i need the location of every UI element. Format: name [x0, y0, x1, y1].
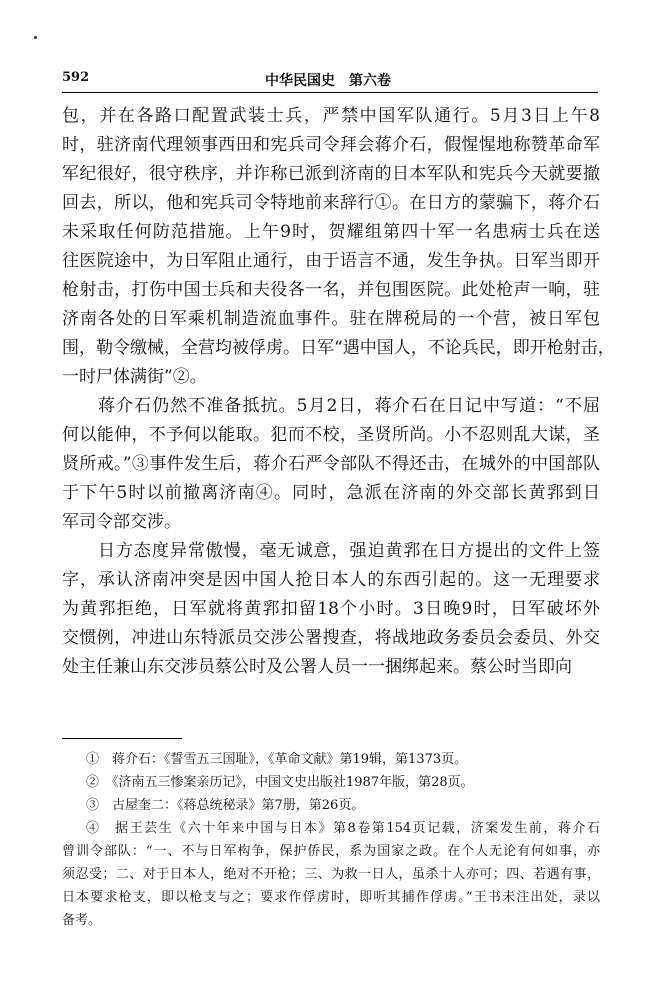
footnote [62, 794, 600, 817]
text-line: 未采取任何防范措施。上午9时，贺耀组第四十军一名患病士兵在送 [62, 222, 600, 242]
text-line: 包，并在各路口配置武装士兵，严禁中国军队通行。5月3日上午8 [62, 106, 600, 126]
footnote-line: ② 《济南五三惨案亲历记》，中国文史出版社1987年版，第28页。 [86, 775, 474, 790]
page-header [62, 70, 594, 92]
text-line: 时，驻济南代理领事西田和宪兵司令拜会蒋介石，假惺惺地称赞革命军 [62, 135, 600, 155]
text-line: 一时尸体满街”②。 [62, 367, 207, 387]
text-line: 于下午5时以前撤离济南④。同时，急派在济南的外交部长黄郛到日 [62, 483, 600, 503]
body-text [62, 102, 615, 682]
footnote-line: 日本要求枪支，即以枪支与之；要求作俘虏时，即听其捕作俘虏。”王书未注出处，录以 [62, 890, 600, 905]
text-line: 围，勒令缴械，全营均被俘虏。日军“遇中国人，不论兵民，即开枪射击， [62, 338, 615, 358]
text-line: 为黄郛拒绝，日军就将黄郛扣留18个小时。3日晚9时，日军破坏外 [62, 599, 600, 619]
text-line: 字，承认济南冲突是因中国人抢日本人的东西引起的。这一无理要求 [62, 570, 600, 590]
footnote-line: 备考。 [62, 913, 102, 928]
text-line: 日方态度异常傲慢，毫无诚意，强迫黄郛在日方提出的文件上签 [98, 541, 600, 561]
footnotes [62, 748, 600, 932]
footnote-line: ③ 古屋奎二：《蒋总统秘录》第7册，第26页。 [86, 798, 365, 813]
footnote [62, 771, 600, 794]
footnote-line: ④ 据王芸生《六十年来中国与日本》第8卷第154页记载，济案发生前，蒋介石 [86, 821, 600, 836]
footnote-line: ① 蒋介石：《誓雪五三国耻》，《革命文献》第19辑，第1373页。 [86, 752, 468, 767]
paragraph [62, 392, 600, 537]
text-line: 交惯例，冲进山东特派员交涉公署搜查，将战地政务委员会委员、外交 [62, 628, 600, 648]
text-line: 枪射击，打伤中国士兵和夫役各一名，并包围医院。此处枪声一响，驻 [62, 280, 600, 300]
text-line: 何以能伸，不予何以能取。犯而不校，圣贤所尚。小不忍则乱大谋，圣 [62, 425, 600, 445]
footnote [62, 817, 600, 932]
footnote-line: 曾训令部队：“一、不与日军构争，保护侨民，系为国家之政。在个人无论有何如事，亦 [62, 844, 600, 859]
text-line: 往医院途中，为日军阻止通行，由于语言不通，发生争执。日军当即开 [62, 251, 600, 271]
text-line: 济南各处的日军乘机制造流血事件。驻在牌税局的一个营，被日军包 [62, 309, 600, 329]
text-line: 回去，所以，他和宪兵司令特地前来辞行①。在日方的蒙骗下，蒋介石 [62, 193, 600, 213]
text-line: 贤所戒。”③事件发生后，蒋介石严令部队不得还击，在城外的中国部队 [62, 454, 600, 474]
text-line: 蒋介石仍然不准备抵抗。5月2日，蒋介石在日记中写道：“不屈 [98, 396, 600, 416]
header-rule [62, 92, 598, 93]
running-title: 中华民国史 第六卷 [265, 73, 391, 89]
text-line: 军司令部交涉。 [62, 512, 181, 532]
footnote [62, 748, 600, 771]
text-line: 处主任兼山东交涉员蔡公时及公署人员一一捆绑起来。蔡公时当即向 [62, 657, 572, 677]
paragraph [62, 537, 600, 682]
scan-speck [34, 36, 37, 39]
page-number: 592 [62, 70, 90, 85]
paragraph [62, 102, 615, 392]
footnote-rule [62, 738, 182, 739]
text-line: 军纪很好，很守秩序，并诈称已派到济南的日本军队和宪兵今天就要撤 [62, 164, 600, 184]
footnote-line: 须忍受；二、对于日本人，绝对不开枪；三、为救一日人，虽杀十人亦可；四、若遇有事， [62, 867, 600, 882]
